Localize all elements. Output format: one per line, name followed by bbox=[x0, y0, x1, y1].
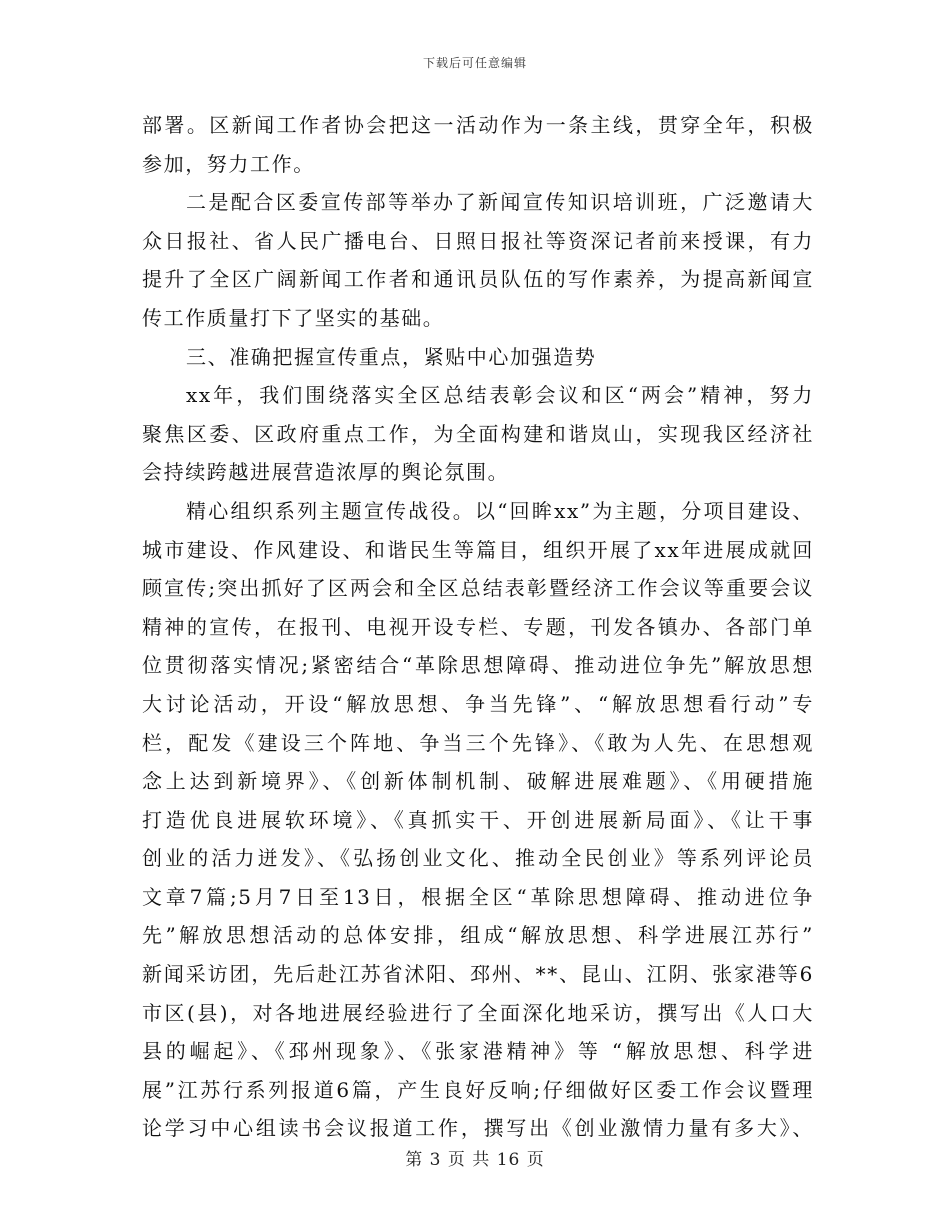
text-line: 会持续跨越进展营造浓厚的舆论氛围。 bbox=[142, 460, 510, 485]
text-line: 顾宣传;突出抓好了区两会和全区总结表彰暨经济工作会议等重要会议 bbox=[142, 576, 814, 601]
page-footer: 第 3 页 共 16 页 bbox=[405, 1150, 545, 1170]
text-line: 聚焦区委、区政府重点工作，为全面构建和谐岚山，实现我区经济社 bbox=[142, 421, 814, 446]
text-line: 众日报社、省人民广播电台、日照日报社等资深记者前来授课，有力 bbox=[142, 228, 814, 253]
text-line: 市区(县)，对各地进展经验进行了全面深化地采访，撰写出《人口大 bbox=[142, 1000, 814, 1025]
text-line: 精心组织系列主题宣传战役。以“回眸xx”为主题，分项目建设、 bbox=[186, 498, 814, 523]
text-line: 论学习中心组读书会议报道工作，撰写出《创业激情力量有多大》、 bbox=[142, 1116, 814, 1141]
text-line: 位贯彻落实情况;紧密结合“革除思想障碍、推动进位争先”解放思想 bbox=[142, 653, 814, 678]
body-text bbox=[142, 106, 814, 1148]
text-line: 大讨论活动，开设“解放思想、争当先锋”、“解放思想看行动”专 bbox=[142, 691, 814, 716]
page-header: 下载后可任意编辑 bbox=[422, 56, 527, 70]
text-line: 栏，配发《建设三个阵地、争当三个先锋》、《敢为人先、在思想观 bbox=[142, 730, 814, 755]
text-line: 展”江苏行系列报道6篇，产生良好反响;仔细做好区委工作会议暨理 bbox=[142, 1077, 814, 1102]
text-line: 三、准确把握宣传重点，紧贴中心加强造势 bbox=[186, 344, 597, 369]
text-line: 精神的宣传，在报刊、电视开设专栏、专题，刊发各镇办、各部门单 bbox=[142, 614, 814, 639]
text-line: 部署。区新闻工作者协会把这一活动作为一条主线，贯穿全年，积极 bbox=[142, 113, 814, 137]
text-line: 二是配合区委宣传部等举办了新闻宣传知识培训班，广泛邀请大 bbox=[186, 190, 814, 215]
text-line: 打造优良进展软环境》、《真抓实干、开创进展新局面》、《让干事 bbox=[142, 807, 814, 832]
text-line: 创业的活力迸发》、《弘扬创业文化、推动全民创业》等系列评论员 bbox=[142, 846, 814, 871]
text-line: 传工作质量打下了坚实的基础。 bbox=[142, 305, 445, 330]
text-line: 县的崛起》、《邳州现象》、《张家港精神》等 “解放思想、科学进 bbox=[142, 1039, 814, 1064]
text-line: 新闻采访团，先后赴江苏省沭阳、邳州、**、昆山、江阴、张家港等6 bbox=[142, 962, 814, 987]
text-line: 文章7篇;5月7日至13日，根据全区“革除思想障碍、推动进位争 bbox=[142, 884, 814, 909]
text-line: 念上达到新境界》、《创新体制机制、破解进展难题》、《用硬措施 bbox=[142, 769, 814, 794]
text-line: xx年，我们围绕落实全区总结表彰会议和区“两会”精神，努力 bbox=[186, 383, 814, 408]
text-line: 参加，努力工作。 bbox=[142, 151, 315, 176]
text-line: 先”解放思想活动的总体安排，组成“解放思想、科学进展江苏行” bbox=[142, 923, 814, 948]
text-line: 城市建设、作风建设、和谐民生等篇目，组织开展了xx年进展成就回 bbox=[142, 537, 814, 562]
text-line: 提升了全区广阔新闻工作者和通讯员队伍的写作素养，为提高新闻宣 bbox=[142, 267, 814, 292]
